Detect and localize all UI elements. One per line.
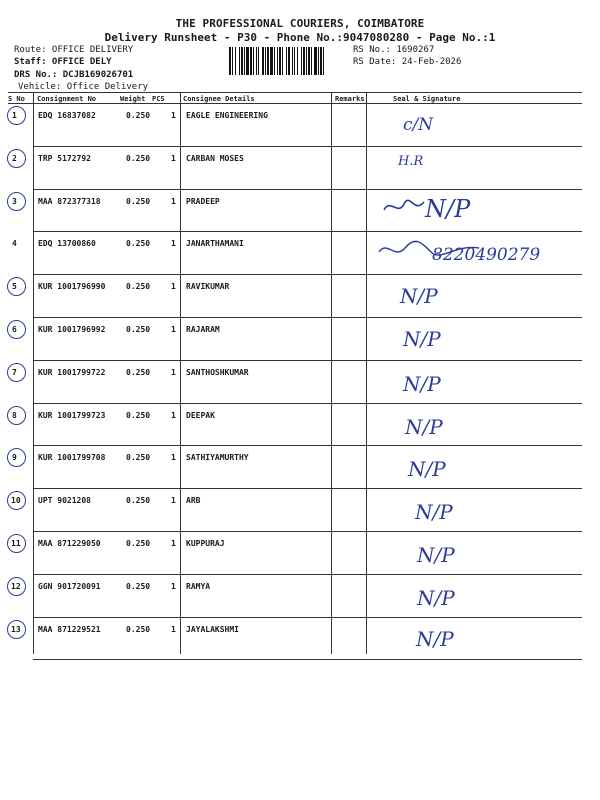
col-weight-header: Weight — [120, 95, 146, 103]
cell-consignee: SATHIYAMURTHY — [186, 453, 249, 462]
cell-weight: 0.250 — [126, 239, 151, 248]
cell-consignee: KUPPURAJ — [186, 539, 225, 548]
cell-consignment: MAA 871229050 — [38, 539, 101, 548]
scribble-mark — [380, 192, 430, 222]
barcode-bar — [306, 47, 307, 75]
cell-pcs: 1 — [171, 282, 176, 291]
handwritten-signature: N/P — [417, 586, 455, 610]
handwritten-signature: c/N — [403, 115, 434, 135]
barcode-bar — [256, 47, 257, 75]
cell-consignee: ARB — [186, 496, 201, 505]
row-rule — [33, 574, 582, 575]
col-consignee-header: Consignee Details — [183, 95, 255, 103]
cell-pcs: 1 — [171, 411, 176, 420]
barcode-bar — [250, 47, 252, 75]
cell-consignment: UPT 9021208 — [38, 496, 91, 505]
handwritten-signature: 8220490279 — [432, 245, 541, 265]
drs-number: DRS No.: DCJB169026701 — [14, 70, 134, 80]
handwritten-signature: N/P — [405, 415, 443, 439]
row-rule — [33, 146, 582, 147]
cell-pcs: 1 — [171, 539, 176, 548]
cell-consignee: RAJARAM — [186, 325, 220, 334]
barcode-bar — [270, 47, 273, 75]
runsheet-title: Delivery Runsheet - P30 - Phone No.:9047080280 - Page No.:1 — [104, 31, 496, 44]
barcode-bar — [253, 47, 254, 75]
cell-consignment: GGN 901720091 — [38, 582, 101, 591]
col-divider-remarks — [331, 92, 332, 654]
row-rule — [33, 659, 582, 660]
cell-consignee: EAGLE ENGINEERING — [186, 111, 268, 120]
cell-pcs: 1 — [171, 197, 176, 206]
col-divider-sno — [33, 92, 34, 654]
barcode-bar — [277, 47, 278, 75]
cell-consignee: CARBAN MOSES — [186, 154, 244, 163]
row-rule — [33, 189, 582, 190]
cell-sno: 11 — [11, 539, 21, 548]
handwritten-signature: N/P — [408, 457, 446, 481]
barcode-bar — [279, 47, 281, 75]
cell-consignee: PRADEEP — [186, 197, 220, 206]
cell-pcs: 1 — [171, 368, 176, 377]
barcode-bar — [258, 47, 259, 75]
handwritten-signature: N/P — [403, 327, 441, 351]
cell-weight: 0.250 — [126, 197, 151, 206]
barcode-bar — [262, 47, 264, 75]
barcode-bar — [244, 47, 245, 75]
cell-weight: 0.250 — [126, 154, 151, 163]
barcode-bar — [286, 47, 287, 75]
cell-sno: 5 — [12, 282, 17, 291]
barcode-bar — [323, 47, 324, 75]
row-rule — [33, 617, 582, 618]
staff-text: Staff: OFFICE DELY — [14, 57, 112, 67]
barcode-bar — [288, 47, 290, 75]
row-rule — [33, 403, 582, 404]
cell-sno: 6 — [12, 325, 17, 334]
cell-consignment: KUR 1001799708 — [38, 453, 106, 462]
barcode-bar — [320, 47, 322, 75]
cell-pcs: 1 — [171, 453, 176, 462]
route-text: Route: OFFICE DELIVERY — [14, 45, 134, 55]
cell-consignment: KUR 1001799722 — [38, 368, 106, 377]
cell-pcs: 1 — [171, 625, 176, 634]
col-divider-consignee — [180, 92, 181, 654]
cell-consignee: DEEPAK — [186, 411, 215, 420]
col-sno-header: S No — [8, 95, 25, 103]
cell-consignment: EDQ 13700860 — [38, 239, 96, 248]
cell-consignment: KUR 1001796990 — [38, 282, 106, 291]
cell-weight: 0.250 — [126, 411, 151, 420]
cell-sno: 8 — [12, 411, 17, 420]
handwritten-signature: N/P — [417, 543, 455, 567]
cell-weight: 0.250 — [126, 325, 151, 334]
barcode-bar — [232, 47, 233, 75]
cell-consignee: SANTHOSHKUMAR — [186, 368, 249, 377]
handwritten-signature: N/P — [416, 627, 454, 651]
cell-consignment: KUR 1001796992 — [38, 325, 106, 334]
col-pcs-header: PCS — [152, 95, 165, 103]
cell-pcs: 1 — [171, 582, 176, 591]
cell-sno: 1 — [12, 111, 17, 120]
cell-sno: 9 — [12, 453, 17, 462]
cell-consignment: TRP 5172792 — [38, 154, 91, 163]
cell-sno: 2 — [12, 154, 17, 163]
barcode-bar — [292, 47, 293, 75]
cell-weight: 0.250 — [126, 539, 151, 548]
barcode-bar — [274, 47, 275, 75]
company-title: THE PROFESSIONAL COURIERS, COIMBATORE — [175, 17, 425, 30]
cell-weight: 0.250 — [126, 496, 151, 505]
barcode-bar — [246, 47, 249, 75]
cell-consignment: EDQ 16837082 — [38, 111, 96, 120]
handwritten-signature: N/P — [415, 500, 453, 524]
row-rule — [33, 231, 582, 232]
cell-consignee: RAVIKUMAR — [186, 282, 230, 291]
cell-consignment: MAA 871229521 — [38, 625, 101, 634]
col-consignment-header: Consignment No — [37, 95, 97, 103]
cell-sno: 3 — [12, 197, 17, 206]
cell-pcs: 1 — [171, 154, 176, 163]
barcode-bar — [229, 47, 231, 75]
barcode-bar — [301, 47, 302, 75]
handwritten-signature: N/P — [425, 195, 471, 223]
table-header-rule — [8, 103, 582, 104]
cell-sno: 4 — [12, 239, 17, 248]
row-rule — [33, 445, 582, 446]
cell-weight: 0.250 — [126, 453, 151, 462]
cell-sno: 7 — [12, 368, 17, 377]
row-rule — [33, 317, 582, 318]
barcode-bar — [318, 47, 319, 75]
cell-pcs: 1 — [171, 239, 176, 248]
row-rule — [33, 274, 582, 275]
cell-weight: 0.250 — [126, 111, 151, 120]
cell-consignee: JANARTHAMANI — [186, 239, 244, 248]
barcode-bar — [267, 47, 269, 75]
col-divider-seal — [366, 92, 367, 654]
barcode-bar — [294, 47, 295, 75]
barcode-bar — [282, 47, 283, 75]
handwritten-signature: N/P — [400, 284, 438, 308]
barcode-bar — [303, 47, 305, 75]
barcode — [229, 47, 351, 75]
handwritten-signature: N/P — [403, 372, 441, 396]
cell-weight: 0.250 — [126, 582, 151, 591]
col-seal-header: Seal & Signature — [393, 95, 461, 103]
cell-consignee: JAYALAKSHMI — [186, 625, 239, 634]
barcode-bar — [297, 47, 298, 75]
signature-scribble — [375, 238, 485, 264]
cell-consignment: MAA 872377318 — [38, 197, 101, 206]
row-rule — [33, 531, 582, 532]
barcode-bar — [239, 47, 240, 75]
cell-consignment: KUR 1001799723 — [38, 411, 106, 420]
table-top-rule — [8, 92, 582, 93]
barcode-bar — [308, 47, 310, 75]
cell-weight: 0.250 — [126, 625, 151, 634]
barcode-bar — [235, 47, 236, 75]
cell-sno: 13 — [11, 625, 21, 634]
cell-weight: 0.250 — [126, 368, 151, 377]
row-rule — [33, 360, 582, 361]
rs-date: RS Date: 24-Feb-2026 — [353, 57, 462, 67]
cell-pcs: 1 — [171, 325, 176, 334]
barcode-bar — [311, 47, 312, 75]
cell-sno: 10 — [11, 496, 21, 505]
row-rule — [33, 488, 582, 489]
handwritten-signature: H.R — [398, 154, 424, 169]
barcode-bar — [265, 47, 266, 75]
cell-sno: 12 — [11, 582, 21, 591]
cell-weight: 0.250 — [126, 282, 151, 291]
barcode-bar — [241, 47, 243, 75]
col-remarks-header: Remarks — [335, 95, 365, 103]
cell-consignee: RAMYA — [186, 582, 211, 591]
cell-pcs: 1 — [171, 496, 176, 505]
rs-number: RS No.: 1690267 — [353, 45, 435, 55]
vehicle-text: Vehicle: Office Delivery — [18, 82, 149, 92]
barcode-bar — [314, 47, 317, 75]
cell-pcs: 1 — [171, 111, 176, 120]
